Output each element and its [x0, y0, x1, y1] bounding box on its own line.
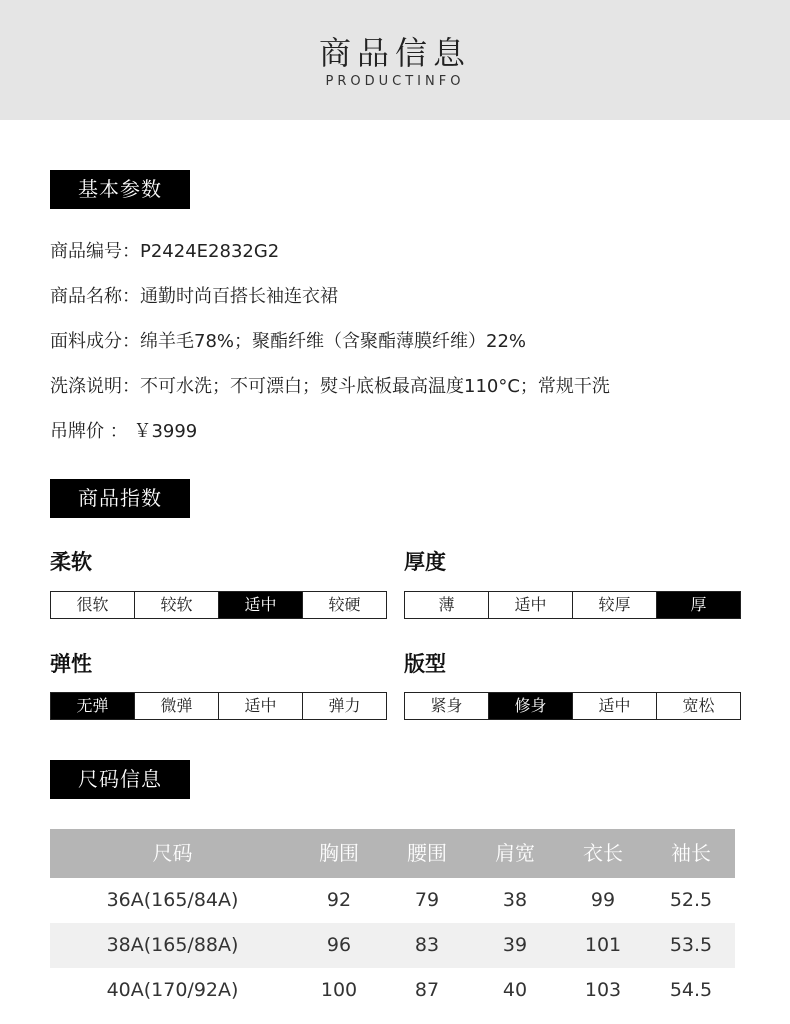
attr-title-thickness: 厚度 — [404, 550, 446, 574]
size-cell: 99 — [590, 889, 616, 911]
size-cell: 79 — [414, 889, 440, 911]
info-value: ￥3999 — [133, 421, 198, 442]
size-table-header — [50, 829, 735, 878]
info-row-sku — [50, 237, 279, 263]
info-row-care — [50, 372, 610, 398]
size-cell: 53.5 — [669, 934, 713, 956]
page-header — [0, 0, 790, 120]
scale-option: 较厚 — [573, 592, 657, 618]
size-cell: 101 — [584, 934, 622, 956]
scale-option: 弹力 — [328, 696, 361, 715]
scale-option: 宽松 — [682, 696, 715, 715]
info-value: P2424E2832G2 — [140, 241, 280, 262]
size-cell: 36A(165/84A) — [106, 889, 239, 911]
scale-softness — [50, 591, 387, 619]
scale-option: 适中 — [573, 693, 657, 719]
size-header-cell: 尺码 — [152, 841, 193, 865]
info-label: 面料成分： — [50, 331, 140, 352]
index-section-label: 商品指数 — [50, 479, 190, 518]
size-header-cell: 腰围 — [407, 841, 447, 865]
scale-option: 无弹 — [51, 693, 135, 719]
info-row-price — [50, 417, 197, 443]
info-label: 商品名称： — [50, 286, 140, 307]
scale-option: 修身 — [489, 693, 573, 719]
size-cell: 96 — [326, 934, 352, 956]
table-row — [50, 968, 735, 1013]
page-subtitle: PRODUCTINFO — [325, 74, 465, 89]
info-value: 不可水洗；不可漂白；熨斗底板最高温度110°C；常规干洗 — [140, 376, 610, 397]
size-cell: 103 — [584, 979, 622, 1001]
scale-option: 很软 — [51, 592, 135, 618]
size-cell: 38A(165/88A) — [106, 934, 239, 956]
table-row — [50, 878, 735, 923]
size-header-cell: 袖长 — [671, 841, 711, 865]
info-label: 商品编号： — [50, 241, 140, 262]
scale-option: 较软 — [135, 592, 219, 618]
size-cell: 83 — [414, 934, 440, 956]
size-header-cell: 肩宽 — [495, 841, 535, 865]
scale-option: 微弹 — [135, 693, 219, 719]
basic-section-label: 基本参数 — [50, 170, 190, 209]
info-value: 绵羊毛78%；聚酯纤维（含聚酯薄膜纤维）22% — [140, 331, 527, 352]
size-cell: 52.5 — [669, 889, 713, 911]
scale-option: 适中 — [219, 693, 303, 719]
page-title: 商品信息 — [318, 34, 471, 72]
info-value: 通勤时尚百搭长袖连衣裙 — [140, 286, 338, 307]
scale-elasticity — [50, 692, 387, 720]
size-cell: 54.5 — [669, 979, 713, 1001]
attr-title-elasticity: 弹性 — [50, 652, 92, 676]
info-label: 吊牌价 ： — [50, 421, 134, 442]
size-header-cell: 胸围 — [319, 841, 359, 865]
info-label: 洗涤说明： — [50, 376, 140, 397]
scale-fit — [404, 692, 741, 720]
info-row-fabric — [50, 327, 526, 353]
size-cell: 40A(170/92A) — [106, 979, 239, 1001]
scale-option: 厚 — [657, 592, 740, 618]
size-cell: 40 — [502, 979, 528, 1001]
size-cell: 92 — [326, 889, 352, 911]
size-table — [50, 829, 735, 1013]
scale-option: 较硬 — [328, 595, 361, 614]
attr-title-softness: 柔软 — [50, 550, 92, 574]
size-cell: 38 — [502, 889, 528, 911]
scale-option: 适中 — [219, 592, 303, 618]
scale-option: 适中 — [489, 592, 573, 618]
size-section-label: 尺码信息 — [50, 760, 190, 799]
scale-option: 紧身 — [405, 693, 489, 719]
table-row — [50, 923, 735, 968]
attr-title-fit: 版型 — [404, 652, 446, 676]
scale-option: 薄 — [405, 592, 489, 618]
info-row-name — [50, 282, 338, 308]
size-cell: 100 — [320, 979, 358, 1001]
size-cell: 39 — [502, 934, 528, 956]
scale-thickness — [404, 591, 741, 619]
size-header-cell: 衣长 — [583, 841, 623, 865]
size-cell: 87 — [414, 979, 440, 1001]
